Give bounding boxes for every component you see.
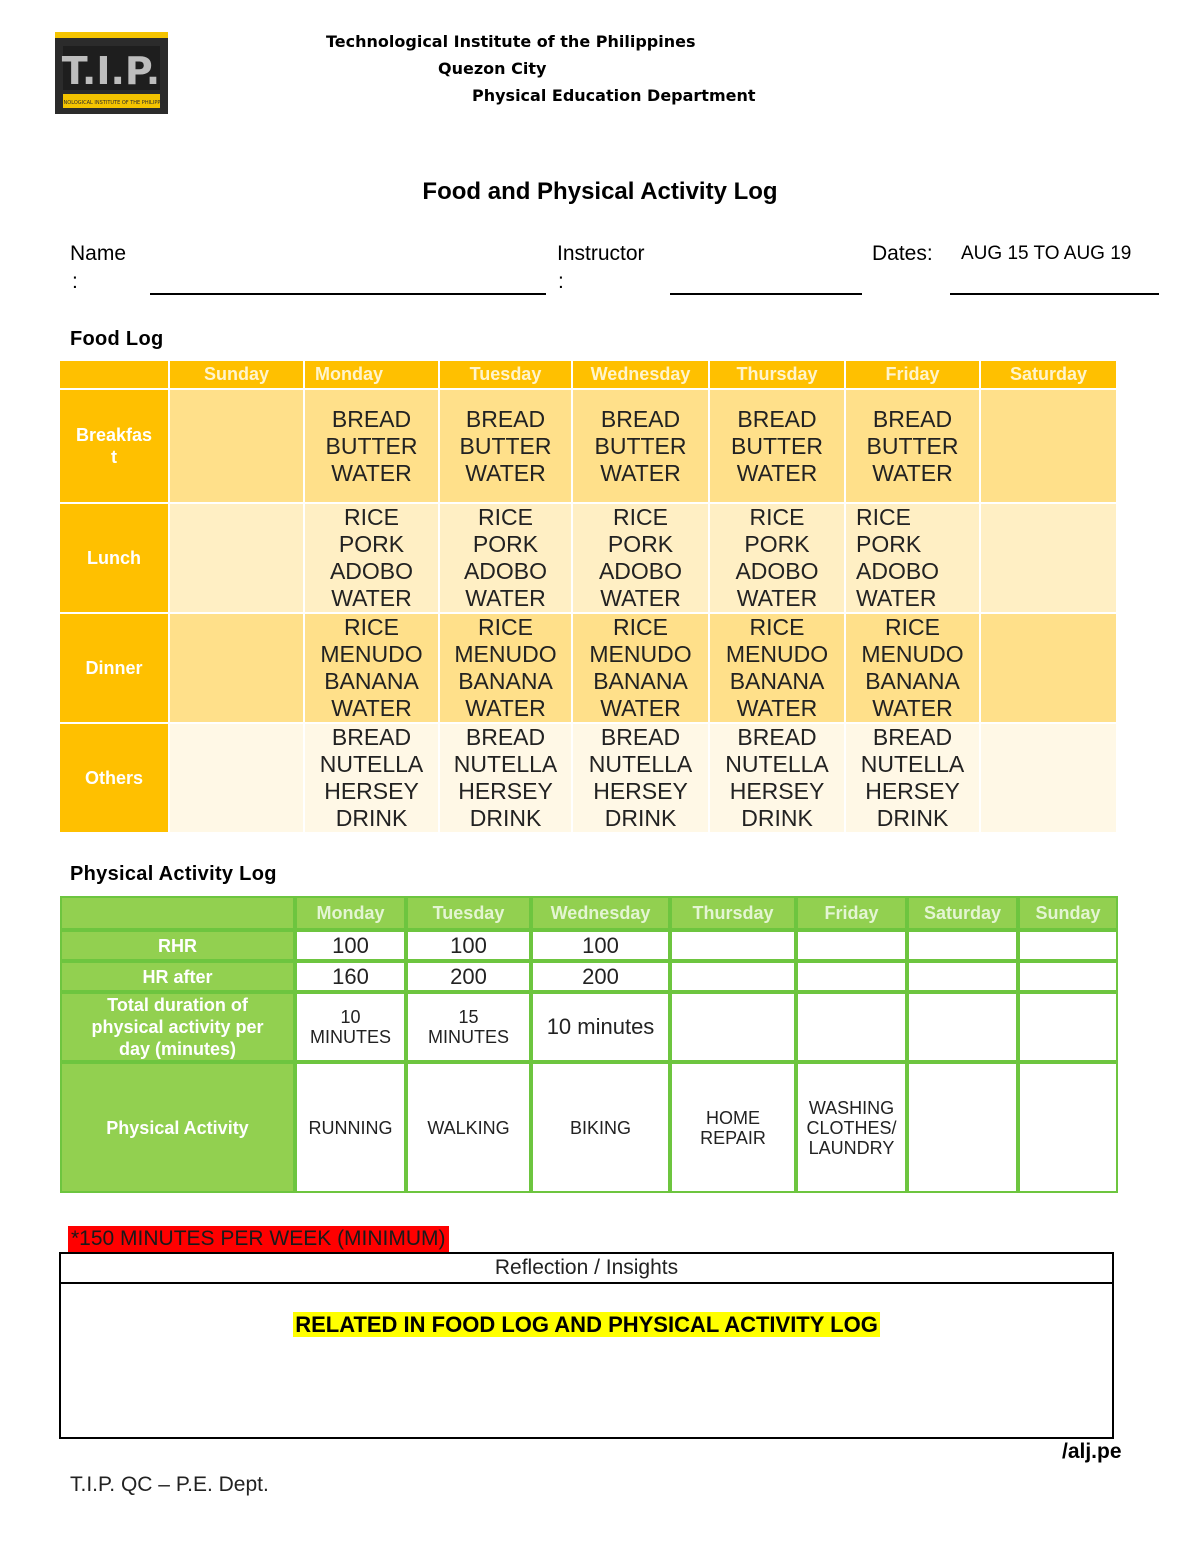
food-cell[interactable]: BREAD NUTELLA HERSEY DRINK: [573, 724, 710, 834]
day-header: Saturday: [907, 896, 1018, 930]
activity-cell[interactable]: 100: [406, 930, 531, 961]
dates-label: Dates:: [872, 242, 933, 265]
meal-label-lunch: Lunch: [60, 504, 170, 614]
food-cell[interactable]: [170, 504, 305, 614]
activity-cell[interactable]: [907, 930, 1018, 961]
day-header: Thursday: [710, 361, 846, 390]
activity-cell[interactable]: 160: [295, 961, 406, 992]
activity-cell[interactable]: RUNNING: [295, 1062, 406, 1193]
food-cell[interactable]: BREAD NUTELLA HERSEY DRINK: [440, 724, 573, 834]
food-cell[interactable]: RICE MENUDO BANANA WATER: [710, 614, 846, 724]
day-header: Sunday: [1018, 896, 1118, 930]
activity-cell[interactable]: [670, 961, 796, 992]
day-header: Saturday: [981, 361, 1118, 390]
food-log-table: [60, 361, 1118, 834]
day-header: Monday: [295, 896, 406, 930]
activity-cell[interactable]: 10 MINUTES: [295, 992, 406, 1062]
name-line[interactable]: [150, 293, 546, 295]
day-header: Tuesday: [406, 896, 531, 930]
row-label-duration: Total duration of physical activity per day (minutes): [60, 992, 295, 1062]
meal-label-breakfast: Breakfas t: [60, 390, 170, 504]
food-cell[interactable]: RICE PORK ADOBO WATER: [305, 504, 440, 614]
minimum-note: *150 MINUTES PER WEEK (MINIMUM): [68, 1226, 449, 1252]
activity-cell[interactable]: [1018, 1062, 1118, 1193]
food-cell[interactable]: RICE MENUDO BANANA WATER: [573, 614, 710, 724]
dates-value: AUG 15 TO AUG 19: [961, 243, 1132, 264]
signature: /alj.pe: [1062, 1440, 1122, 1463]
tip-logo: [55, 32, 168, 114]
activity-cell[interactable]: [907, 1062, 1018, 1193]
footer: T.I.P. QC – P.E. Dept.: [70, 1473, 269, 1496]
activity-log-title: Physical Activity Log: [70, 863, 277, 885]
activity-cell[interactable]: [1018, 992, 1118, 1062]
food-cell[interactable]: BREAD BUTTER WATER: [846, 390, 981, 504]
document-title: Food and Physical Activity Log: [422, 178, 778, 205]
food-cell[interactable]: [981, 390, 1118, 504]
day-header: Friday: [846, 361, 981, 390]
logo-text: T.I.P.: [61, 49, 161, 93]
institute-name: Technological Institute of the Philippines: [326, 32, 696, 51]
activity-cell[interactable]: [1018, 930, 1118, 961]
food-cell[interactable]: BREAD NUTELLA HERSEY DRINK: [846, 724, 981, 834]
reflection-body: [61, 1284, 1112, 1338]
activity-cell[interactable]: [796, 992, 907, 1062]
food-cell[interactable]: RICE PORK ADOBO WATER: [440, 504, 573, 614]
dates-line[interactable]: [950, 293, 1159, 295]
day-header: Friday: [796, 896, 907, 930]
food-cell[interactable]: [170, 614, 305, 724]
food-cell[interactable]: BREAD NUTELLA HERSEY DRINK: [710, 724, 846, 834]
food-cell[interactable]: [981, 504, 1118, 614]
activity-cell[interactable]: BIKING: [531, 1062, 670, 1193]
day-header: Tuesday: [440, 361, 573, 390]
reflection-box[interactable]: [59, 1252, 1114, 1439]
row-label-rhr: RHR: [60, 930, 295, 961]
name-colon: :: [72, 270, 78, 293]
corner-cell: [60, 361, 170, 390]
food-cell[interactable]: [170, 724, 305, 834]
food-cell[interactable]: BREAD BUTTER WATER: [305, 390, 440, 504]
row-label-hr-after: HR after: [60, 961, 295, 992]
reflection-header: Reflection / Insights: [61, 1254, 1112, 1284]
food-cell[interactable]: [981, 724, 1118, 834]
food-cell[interactable]: [170, 390, 305, 504]
food-cell[interactable]: RICE PORK ADOBO WATER: [573, 504, 710, 614]
activity-cell[interactable]: 100: [531, 930, 670, 961]
day-header: Thursday: [670, 896, 796, 930]
activity-cell[interactable]: [1018, 961, 1118, 992]
activity-cell[interactable]: 200: [531, 961, 670, 992]
activity-cell[interactable]: 15 MINUTES: [406, 992, 531, 1062]
meal-label-others: Others: [60, 724, 170, 834]
food-cell[interactable]: RICE MENUDO BANANA WATER: [305, 614, 440, 724]
activity-cell[interactable]: WALKING: [406, 1062, 531, 1193]
food-cell[interactable]: [981, 614, 1118, 724]
instructor-label: Instructor: [557, 242, 645, 265]
department-name: Physical Education Department: [472, 86, 756, 105]
activity-log-table: [60, 896, 1118, 1193]
activity-cell[interactable]: [796, 961, 907, 992]
corner-cell: [60, 896, 295, 930]
activity-cell[interactable]: [670, 930, 796, 961]
name-label: Name: [70, 242, 127, 265]
activity-cell[interactable]: 10 minutes: [531, 992, 670, 1062]
row-label-physical-activity: Physical Activity: [60, 1062, 295, 1193]
day-header: Sunday: [170, 361, 305, 390]
activity-cell[interactable]: [670, 992, 796, 1062]
day-header: Monday: [305, 361, 440, 390]
instructor-line[interactable]: [670, 293, 862, 295]
food-cell[interactable]: BREAD BUTTER WATER: [710, 390, 846, 504]
activity-cell[interactable]: [907, 992, 1018, 1062]
food-cell[interactable]: RICE MENUDO BANANA WATER: [440, 614, 573, 724]
food-cell[interactable]: BREAD BUTTER WATER: [440, 390, 573, 504]
food-cell[interactable]: RICE MENUDO BANANA WATER: [846, 614, 981, 724]
activity-cell[interactable]: [796, 930, 907, 961]
reflection-text: RELATED IN FOOD LOG AND PHYSICAL ACTIVITY LOG: [295, 1312, 878, 1337]
activity-cell[interactable]: 100: [295, 930, 406, 961]
food-cell[interactable]: BREAD NUTELLA HERSEY DRINK: [305, 724, 440, 834]
logo-subtext: TECHNOLOGICAL INSTITUTE OF THE PHILIPPINES: [55, 100, 168, 106]
food-log-title: Food Log: [70, 328, 164, 350]
activity-cell[interactable]: [907, 961, 1018, 992]
food-cell[interactable]: BREAD BUTTER WATER: [573, 390, 710, 504]
activity-cell[interactable]: HOME REPAIR: [670, 1062, 796, 1193]
activity-cell[interactable]: 200: [406, 961, 531, 992]
day-header: Wednesday: [573, 361, 710, 390]
activity-cell[interactable]: WASHING CLOTHES/ LAUNDRY: [796, 1062, 907, 1193]
meal-label-dinner: Dinner: [60, 614, 170, 724]
food-cell[interactable]: RICE PORK ADOBO WATER: [846, 504, 981, 614]
food-cell[interactable]: RICE PORK ADOBO WATER: [710, 504, 846, 614]
city-name: Quezon City: [438, 59, 547, 78]
day-header: Wednesday: [531, 896, 670, 930]
instructor-colon: :: [558, 270, 564, 293]
